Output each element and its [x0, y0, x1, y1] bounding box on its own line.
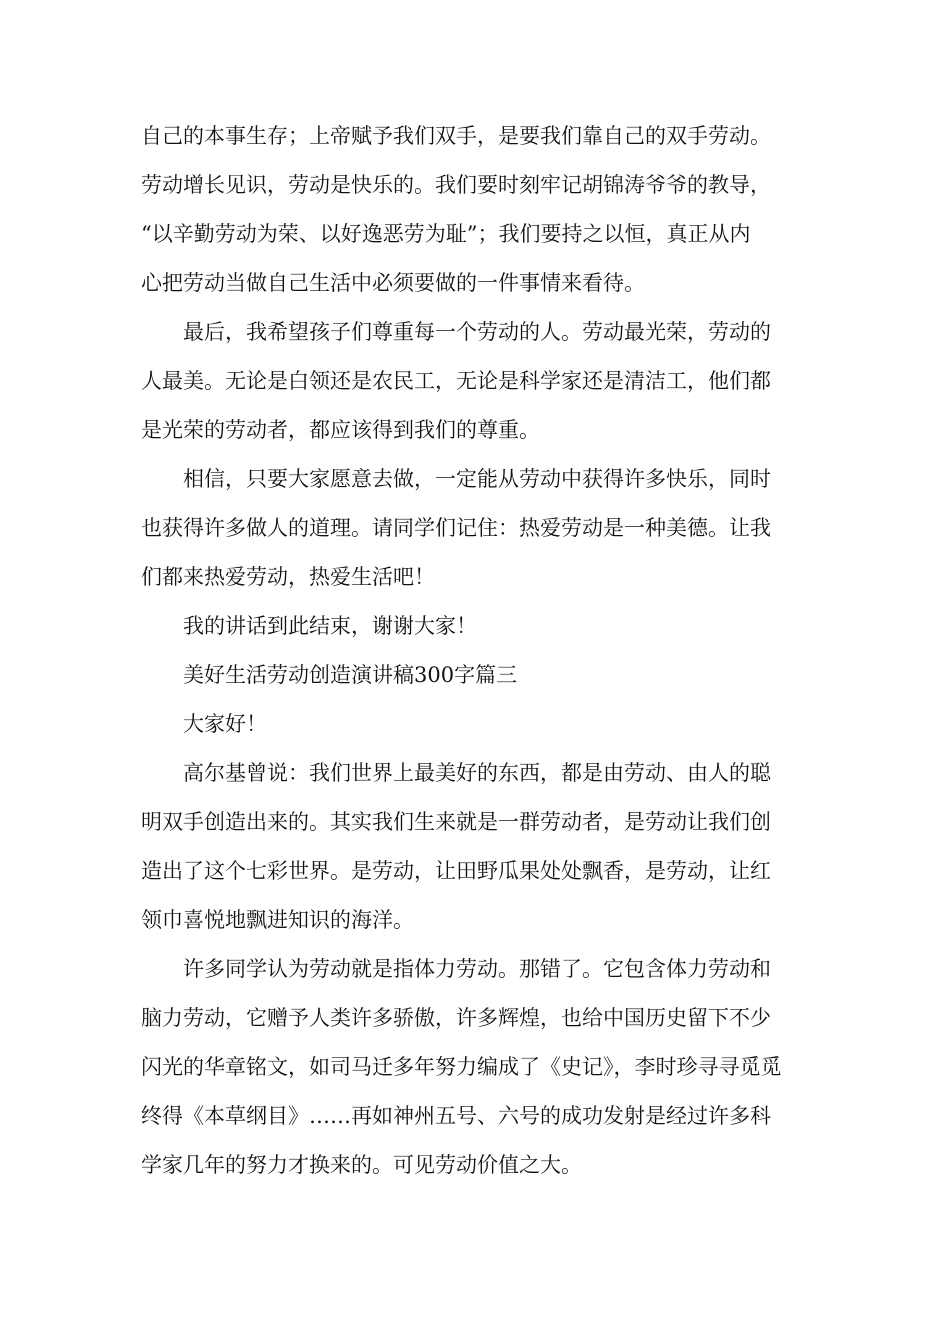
closing-line: 我的讲话到此结束，谢谢大家！ [183, 614, 477, 638]
paragraph-first-line: 高尔基曾说：我们世界上最美好的东西，都是由劳动、由人的聪 [183, 761, 771, 785]
text-line: 学家几年的努力才换来的。可见劳动价值之大。 [141, 1153, 582, 1177]
text-line: 终得《本草纲目》……再如神州五号、六号的成功发射是经过许多科 [141, 1104, 771, 1128]
paragraph-first-line: 相信，只要大家愿意去做，一定能从劳动中获得许多快乐，同时 [183, 467, 771, 491]
text-line: 心把劳动当做自己生活中必须要做的一件事情来看待。 [141, 271, 645, 295]
greeting-line: 大家好！ [183, 712, 267, 736]
text-line: 们都来热爱劳动，热爱生活吧！ [141, 565, 435, 589]
text-line: 也获得许多做人的道理。请同学们记住：热爱劳动是一种美德。让我 [141, 516, 771, 540]
document-body [141, 112, 813, 1190]
text-line: 明双手创造出来的。其实我们生来就是一群劳动者，是劳动让我们创 [141, 810, 771, 834]
text-line: 脑力劳动，它赠予人类许多骄傲，许多辉煌，也给中国历史留下不少 [141, 1006, 771, 1030]
paragraph-first-line: 最后，我希望孩子们尊重每一个劳动的人。劳动最光荣，劳动的 [183, 320, 771, 344]
text-line: 领巾喜悦地飘进知识的海洋。 [141, 908, 414, 932]
text-line: 自己的本事生存；上帝赋予我们双手，是要我们靠自己的双手劳动。 [141, 124, 771, 148]
text-line: 闪光的华章铭文，如司马迁多年努力编成了《史记》，李时珍寻寻觅觅 [141, 1055, 782, 1079]
section-title: 美好生活劳动创造演讲稿300字篇三 [183, 663, 518, 687]
text-line: “以辛勤劳动为荣、以好逸恶劳为耻”；我们要持之以恒，真正从内 [141, 222, 751, 246]
text-line: 劳动增长见识，劳动是快乐的。我们要时刻牢记胡锦涛爷爷的教导， [141, 173, 771, 197]
text-line: 人最美。无论是白领还是农民工，无论是科学家还是清洁工，他们都 [141, 369, 771, 393]
text-line: 造出了这个七彩世界。是劳动，让田野瓜果处处飘香，是劳动，让红 [141, 859, 771, 883]
text-line: 是光荣的劳动者，都应该得到我们的尊重。 [141, 418, 540, 442]
paragraph-first-line: 许多同学认为劳动就是指体力劳动。那错了。它包含体力劳动和 [183, 957, 771, 981]
